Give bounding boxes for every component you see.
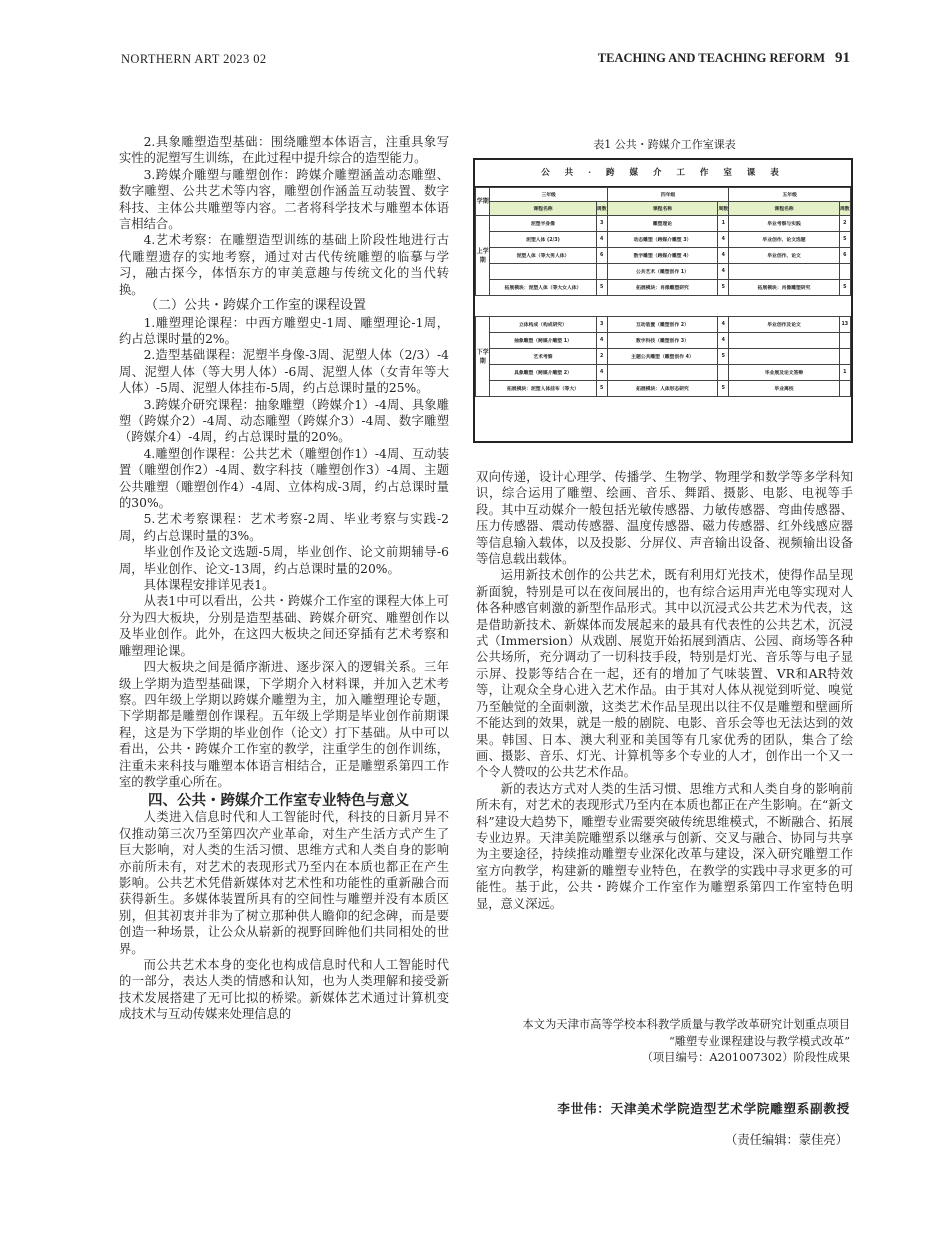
table-row	[476, 381, 851, 397]
course-cell: 互动装置（雕塑创作 2）	[607, 317, 717, 333]
paragraph: 毕业创作及论文选题-5周，毕业创作、论文前期辅导-6周，毕业创作、论文-13周，约占总课时量的20%。	[119, 545, 449, 576]
weeks-cell: 4	[596, 333, 607, 349]
weeks-cell: 2	[596, 349, 607, 365]
course-col-header: 课程名称	[607, 202, 717, 216]
course-cell: 雕塑理论	[607, 216, 717, 232]
table-row	[476, 349, 851, 365]
subsection-heading: （二）公共・跨媒介工作室的课程设置	[145, 298, 367, 314]
course-cell	[729, 264, 839, 280]
paragraph: 1.雕塑理论课程：中西方雕塑史-1周、雕塑理论-1周，约占总课时量的2%。	[119, 315, 449, 346]
year-header: 四年级	[607, 188, 729, 202]
course-cell: 数字科技（雕塑创作 3）	[607, 333, 717, 349]
weeks-cell: 3	[596, 216, 607, 232]
paragraph: 3.跨媒介研究课程：抽象雕塑（跨媒介1）-4周、具象雕塑（跨媒介2）-4周、动态雕塑（跨媒介3）-4周、数字雕塑（跨媒介4）-4周，约占总课时量的20%。	[119, 397, 449, 445]
course-cell	[729, 349, 839, 365]
weeks-cell: 5	[718, 280, 729, 296]
author-bio: 李世伟：天津美术学院造型艺术学院雕塑系副教授	[557, 1101, 850, 1116]
year-header: 三年级	[490, 188, 607, 202]
course-cell: 泥塑人体（等大男人体）	[490, 248, 596, 264]
weeks-cell: 4	[596, 365, 607, 381]
schedule-table	[473, 158, 853, 443]
weeks-cell	[839, 333, 850, 349]
weeks-cell	[839, 349, 850, 365]
paragraph: 而公共艺术本身的变化也构成信息时代和人工智能时代的一部分，表达人类的情感和认知，也为人类理解和接受新技术发展搭建了无可比拟的桥梁。新媒体艺术通过计算机变成技术与互动传媒来处理信息的	[119, 958, 449, 1022]
weeks-col-header: 周数	[839, 202, 850, 216]
journal-header: NORTHERN ART 2023 02	[121, 52, 267, 66]
course-cell: 毕业考察与实践	[729, 216, 839, 232]
table-caption: 表1 公共・跨媒介工作室课表	[593, 138, 736, 151]
weeks-cell: 1	[718, 216, 729, 232]
weeks-cell: 6	[596, 248, 607, 264]
weeks-cell	[718, 365, 729, 381]
paragraph: 2.造型基础课程：泥塑半身像-3周、泥塑人体（2/3）-4周、泥塑人体（等大男人体）-6周、泥塑人体（女青年等大人体）-5周、泥塑人体挂布-5周，约占总课时量的25%。	[119, 348, 449, 396]
course-cell: 主题公共雕塑（雕塑创作 4）	[607, 349, 717, 365]
section-title: TEACHING AND TEACHING REFORM	[597, 51, 825, 65]
section-header	[598, 50, 850, 67]
paragraph: 新的表达方式对人类的生活习惯、思维方式和人类自身的影响前所未有，对艺术的表现形式乃至内在本质也都正在产生影响。在“新文科”建设大趋势下，雕塑专业需要突破传统思维模式，不断融合、拓展专业边界。天津美院雕塑系以继承与创新、交叉与融合、协同与共享为主要途径，持续推动雕塑专业深化改革与建设，深入研究雕塑工作室方向教学，构建新的雕塑专业特色，在教学的实践中寻求更多的可能性。基于此，公共・跨媒介工作室作为雕塑系第四工作室特色明显，意义深远。	[476, 781, 853, 911]
course-cell: 拓展模块：肖像雕塑研究	[607, 280, 717, 296]
course-cell	[607, 365, 717, 381]
table-header-row	[476, 188, 851, 202]
paragraph: 3.跨媒介雕塑与雕塑创作：跨媒介雕塑涵盖动态雕塑、数字雕塑、公共艺术等内容，雕塑创作涵盖互动装置、数字科技、主体公共雕塑等内容。二者将科学技术与雕塑本体语言相结合。	[119, 167, 449, 232]
course-cell: 毕业离校	[729, 381, 839, 397]
editor-note: （责任编辑：蒙佳亮）	[725, 1133, 848, 1147]
paragraph: 双向传递，设计心理学、传播学、生物学、物理学和数学等多学科知识，综合运用了雕塑、绘画、音乐、舞蹈、摄影、电影、电视等手段。其中互动媒介一般包括光敏传感器、力敏传感器、弯曲传感器、压力传感器、震动传感器、温度传感器、磁力传感器、红外线感应器等信息输入载体，以及投影、分屏仪、声音输出设备、视频输出设备等信息载出载体。	[476, 470, 853, 567]
course-cell: 艺术考察	[490, 349, 596, 365]
course-cell: 公共艺术（雕塑创作 1）	[607, 264, 717, 280]
course-cell: 泥塑半身像	[490, 216, 596, 232]
table-row	[476, 317, 851, 333]
weeks-cell: 5	[839, 280, 850, 296]
course-cell	[490, 264, 596, 280]
weeks-cell: 4	[596, 232, 607, 248]
course-cell: 拓展模块：肖像雕塑研究	[729, 280, 839, 296]
table-row	[476, 248, 851, 264]
course-col-header: 课程名称	[729, 202, 839, 216]
weeks-cell: 5	[839, 232, 850, 248]
left-column	[119, 134, 449, 1023]
paragraph: 具体课程安排详见表1。	[143, 578, 275, 593]
weeks-cell: 4	[718, 264, 729, 280]
table-header-row	[476, 202, 851, 216]
course-cell: 拓展模块：泥塑人体（等大女人体）	[490, 280, 596, 296]
year-header: 五年级	[729, 188, 851, 202]
semester-label: 上学期	[476, 216, 490, 296]
paragraph: 从表1中可以看出，公共・跨媒介工作室的课程大体上可分为四大板块，分别是造型基础、跨媒介研究、雕塑创作以及毕业创作。此外，在这四大板块之间还穿插有艺术考察和雕塑理论课。	[119, 594, 449, 658]
funding-line: “雕塑专业课程建设与教学模式改革”	[668, 1034, 850, 1048]
paragraph: 4.艺术考察：在雕塑造型训练的基础上阶段性地进行古代雕塑遗存的实地考察，通过对古代传统雕塑的临摹与学习，融古探今，体悟东方的审美意趣与传统文化的当代转换。	[119, 233, 449, 297]
weeks-cell: 6	[839, 248, 850, 264]
weeks-cell	[596, 264, 607, 280]
weeks-cell: 5	[596, 381, 607, 397]
course-cell: 具象雕塑（跨媒介雕塑 2）	[490, 365, 596, 381]
course-col-header: 课程名称	[490, 202, 596, 216]
paragraph: 4.雕塑创作课程：公共艺术（雕塑创作1）-4周、互动装置（雕塑创作2）-4周、数字科技（雕塑创作3）-4周、主题公共雕塑（雕塑创作4）-4周、立体构成-3周，约占总课时量的30%。	[119, 446, 449, 511]
section-heading: 四、公共・跨媒介工作室专业特色与意义	[148, 792, 409, 810]
course-cell: 拓展模块：泥塑人体挂布（等大）	[490, 381, 596, 397]
table-row	[476, 280, 851, 296]
paragraph: 5.艺术考察课程：艺术考察-2周、毕业考察与实践-2周，约占总课时量的3%。	[119, 512, 449, 543]
course-cell: 毕业创作、论文	[729, 248, 839, 264]
paragraph: 运用新技术创作的公共艺术，既有利用灯光技术，使得作品呈现新面貌，特别是可以在夜间展出的，也有综合运用声光电等实现对人体各种感官刺激的新型作品形式。其中以沉浸式公共艺术为代表，这是借助新技术、新媒体而发展起来的最具有代表性的公共艺术，沉浸式（Immersion）从戏剧、展览开始拓展到酒店、公园、商场等各种公共场所，充分调动了一切科技手段，特别是灯光、音乐等与电子显示屏、投影等结合在一起，还有的增加了气味装置、VR和AR特效等，让观众全身心进入艺术作品。由于其对人体从视觉到听觉、嗅觉乃至触觉的全面刺激，这类艺术作品呈现出以往不仅是雕塑和壁画所不能达到的效果，就是一般的剧院、电影、音乐会等也无法达到的效果。韩国、日本、澳大利亚和美国等有几家优秀的团队，集合了绘画、摄影、音乐、灯光、计算机等多个专业的人才，创作出一个又一个令人赞叹的公共艺术作品。	[476, 568, 853, 780]
paragraph: 人类进入信息时代和人工智能时代，科技的日新月异不仅推动第三次乃至第四次产业革命，对生产生活方式产生了巨大影响，对人类的生活习惯、思维方式和人类自身的影响亦前所未有，对艺术的表现形式乃至内在本质也都正在产生影响。公共艺术凭借新媒体对艺术性和功能性的重新融合而获得新生。多媒体装置所具有的空间性与雕塑并没有本质区别，但其初衷并非为了树立那种供人瞻仰的纪念碑，而是要创造一种场景，让公众从崭新的视野回眸他们共同相处的世界。	[119, 810, 449, 956]
weeks-cell	[839, 381, 850, 397]
weeks-cell: 5	[596, 280, 607, 296]
weeks-col-header: 周数	[718, 202, 729, 216]
page-number: 91	[835, 50, 850, 66]
weeks-cell: 4	[718, 248, 729, 264]
course-cell: 抽象雕塑（跨媒介雕塑 1）	[490, 333, 596, 349]
course-cell: 毕业创作及论文	[729, 317, 839, 333]
course-cell: 拓展模块：人体形态研究	[607, 381, 717, 397]
course-cell: 立体构成（构成研究）	[490, 317, 596, 333]
weeks-cell: 13	[839, 317, 850, 333]
weeks-cell	[839, 264, 850, 280]
table-row	[476, 216, 851, 232]
weeks-cell: 1	[839, 365, 850, 381]
paragraph: 2.具象雕塑造型基础：围绕雕塑本体语言，注重具象写实性的泥塑写生训练，在此过程中提升综合的造型能力。	[119, 135, 449, 166]
gap-cell	[476, 296, 851, 317]
funding-line: （项目编号：A201007302）阶段性成果	[641, 1051, 850, 1064]
table-row	[476, 232, 851, 248]
schedule-grid	[475, 187, 851, 397]
course-cell	[729, 333, 839, 349]
course-cell: 数字雕塑（跨媒介雕塑 4）	[607, 248, 717, 264]
paragraph: 四大板块之间是循序渐进、逐步深入的逻辑关系。三年级上学期为造型基础课，下学期介入材料课，并加入艺术考察。四年级上学期以跨媒介雕塑为主，加入雕塑理论专题，下学期都是雕塑创作课程。五年级上学期是毕业创作前期课程，这是为下学期的毕业创作（论文）打下基础。从中可以看出，公共・跨媒介工作室的教学，注重学生的创作训练，注重未来科技与雕塑本体语言相结合，正是雕塑系第四工作室的教学重心所在。	[119, 660, 449, 789]
funding-line: 本文为天津市高等学校本科教学质量与教学改革研究计划重点项目	[522, 1018, 850, 1031]
table-row	[476, 333, 851, 349]
course-cell: 动态雕塑（跨媒介雕塑 3）	[607, 232, 717, 248]
weeks-cell: 3	[596, 317, 607, 333]
weeks-cell: 4	[718, 232, 729, 248]
weeks-cell: 4	[718, 317, 729, 333]
weeks-cell: 5	[718, 349, 729, 365]
course-cell: 泥塑人体 (2/3)	[490, 232, 596, 248]
weeks-col-header: 周数	[596, 202, 607, 216]
funding-note	[490, 1017, 850, 1067]
table-row	[476, 365, 851, 381]
semester-label: 下学期	[476, 317, 490, 397]
course-cell: 毕业展及论文答辩	[729, 365, 839, 381]
weeks-cell: 4	[718, 333, 729, 349]
semester-header: 学期	[476, 188, 490, 216]
table-row	[476, 264, 851, 280]
weeks-cell: 2	[839, 216, 850, 232]
weeks-cell: 5	[718, 381, 729, 397]
table-gap	[476, 296, 851, 317]
course-cell: 毕业创作、论文选题	[729, 232, 839, 248]
right-column	[476, 469, 853, 912]
table-title: 公 共 · 跨 媒 介 工 作 室 课 表	[475, 160, 851, 187]
